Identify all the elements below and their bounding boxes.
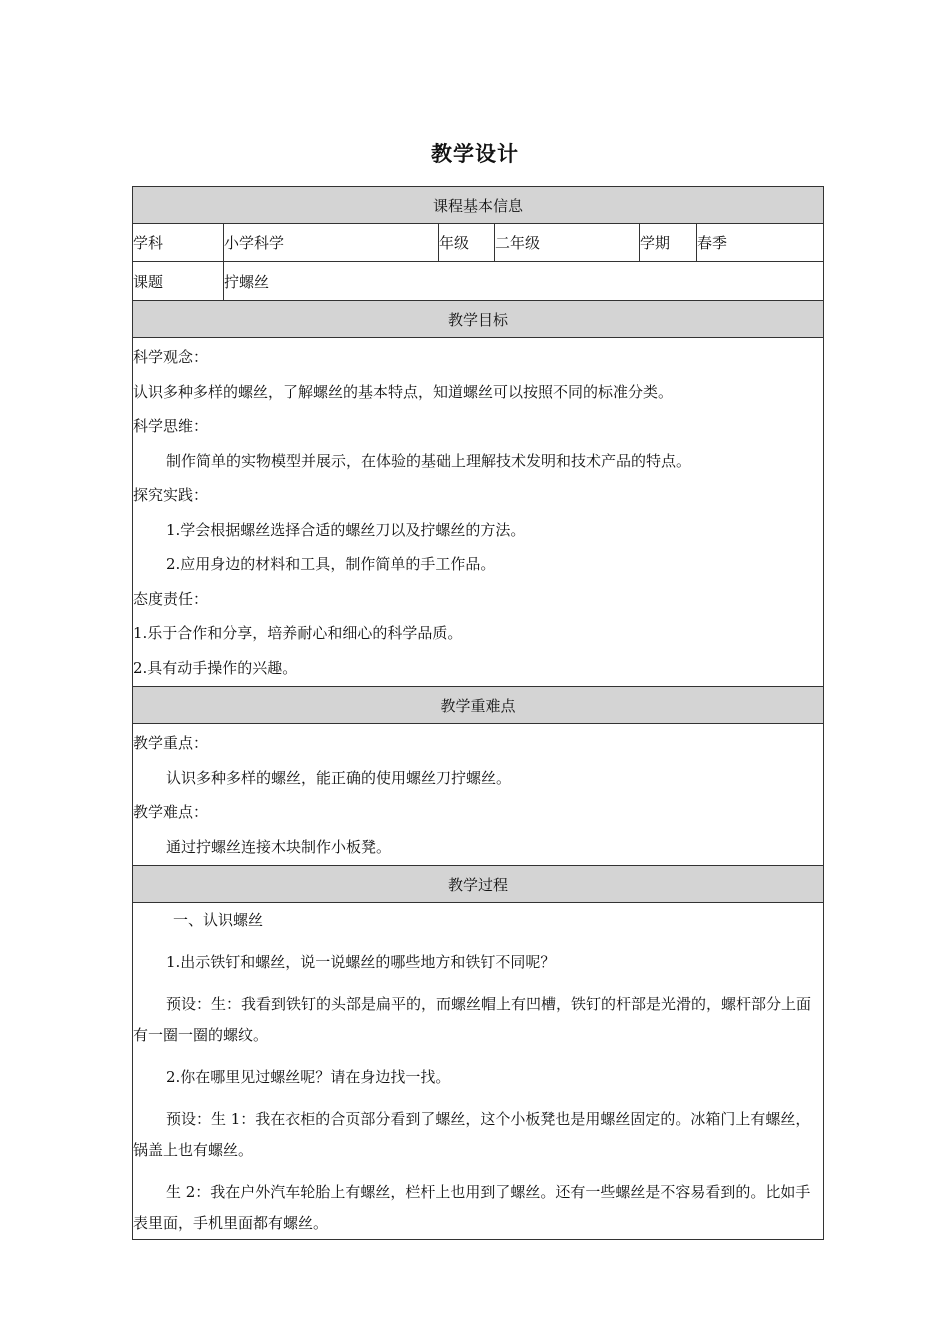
process-paragraph: 一、认识螺丝 <box>173 911 264 929</box>
subject-value: 小学科学 <box>224 224 439 262</box>
objectives-content <box>133 338 824 687</box>
objective-line: 1.乐于合作和分享，培养耐心和细心的科学品质。 <box>133 624 463 642</box>
term-label: 学期 <box>640 224 697 262</box>
objective-line: 2.应用身边的材料和工具，制作简单的手工作品。 <box>166 555 496 573</box>
objective-line: 2.具有动手操作的兴趣。 <box>133 658 298 677</box>
grade-label: 年级 <box>439 224 495 262</box>
process-paragraph: 生 2：我在户外汽车轮胎上有螺丝，栏杆上也用到了螺丝。还有一些螺丝是不容易看到的。比如手表里面，手机里面都有螺丝。 <box>133 1183 811 1232</box>
key-points-header: 教学重难点 <box>133 687 824 724</box>
objective-line: 1.学会根据螺丝选择合适的螺丝刀以及拧螺丝的方法。 <box>166 520 526 539</box>
key-point-line: 通过拧螺丝连接木块制作小板凳。 <box>166 837 392 856</box>
key-point-line: 认识多种多样的螺丝，能正确的使用螺丝刀拧螺丝。 <box>166 768 512 787</box>
process-paragraph: 预设：生：我看到铁钉的头部是扁平的，而螺丝帽上有凹槽，铁钉的杆部是光滑的，螺杆部分上面有一圈一圈的螺纹。 <box>133 995 812 1044</box>
page-title: 教学设计 <box>431 142 519 166</box>
objective-line: 制作简单的实物模型并展示，在体验的基础上理解技术发明和技术产品的特点。 <box>166 451 692 470</box>
basic-info-header: 课程基本信息 <box>133 187 824 224</box>
key-point-line: 教学难点： <box>133 803 209 821</box>
topic-label: 课题 <box>133 262 224 301</box>
process-paragraph: 2.你在哪里见过螺丝呢？请在身边找一找。 <box>166 1068 451 1086</box>
process-paragraph: 预设：生 1：我在衣柜的合页部分看到了螺丝，这个小板凳也是用螺丝固定的。冰箱门上有螺丝，锅盖上也有螺丝。 <box>133 1110 811 1159</box>
subject-label: 学科 <box>133 224 224 262</box>
grade-value: 二年级 <box>495 224 640 262</box>
objective-line: 认识多种多样的螺丝，了解螺丝的基本特点，知道螺丝可以按照不同的标准分类。 <box>133 382 674 401</box>
topic-value: 拧螺丝 <box>224 262 824 301</box>
process-paragraph: 1.出示铁钉和螺丝，说一说螺丝的哪些地方和铁钉不同呢？ <box>166 953 556 971</box>
key-points-content <box>133 724 824 866</box>
term-value: 春季 <box>697 224 824 262</box>
process-header: 教学过程 <box>133 866 824 903</box>
process-content <box>133 903 824 1240</box>
key-point-line: 教学重点： <box>133 734 209 752</box>
lesson-plan-table <box>132 186 824 1240</box>
objective-line: 探究实践： <box>133 486 209 504</box>
objective-line: 态度责任： <box>133 589 209 608</box>
objectives-header: 教学目标 <box>133 301 824 338</box>
objective-line: 科学观念： <box>133 348 209 366</box>
objective-line: 科学思维： <box>133 417 209 435</box>
